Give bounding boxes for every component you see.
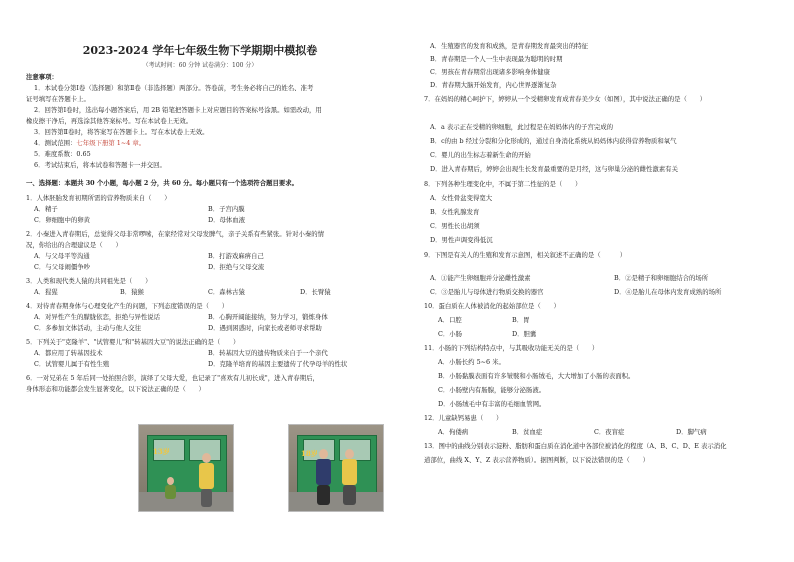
q10-option-a: A．口腔 (438, 316, 462, 324)
q7-option-a: A．a 表示正在受精的卵细胞，此过程是在妈妈体内的子宫完成的 (430, 123, 614, 131)
q6-option-c: C．男孩在青春期常出现诸多影响身体健康 (430, 68, 550, 76)
question-5: 5．下列关于"克隆羊"、"试管婴儿"和"转基因大豆"的说法正确的是（ ） (26, 338, 240, 346)
note-5: 5．难度系数：0.65 (34, 150, 91, 158)
note-4 (34, 139, 145, 147)
q4-option-d: D．遇到困惑时，向家长或老师寻求帮助 (208, 324, 322, 332)
q5-option-b: B．转基因大豆的遗传物质来自于一个亲代 (208, 349, 328, 357)
note-3: 3．回答第Ⅱ卷时，将答案写在答题卡上。写在本试卷上无效。 (34, 128, 209, 136)
q4-option-a: A．对异性产生的朦胧依恋，拒绝与异性说话 (34, 313, 161, 321)
question-10: 10．蛋白质在人体被消化的起始部位是（ ） (424, 302, 560, 310)
notes-heading: 注意事项： (26, 73, 58, 81)
q11-option-c: C．小肠壁内有肠腺，能够分泌肠液。 (438, 386, 546, 394)
page-subtitle: （考试时间：60 分钟 试卷满分：100 分） (142, 62, 258, 69)
q8-option-c: C．男性长出胡须 (430, 222, 480, 230)
question-3: 3．人类和现代类人猿的共同祖先是（ ） (26, 277, 152, 285)
section-1-heading: 一、选择题：本题共 30 个小题，每小题 2 分，共 60 分。每小题只有一个选项符合题目要求。 (26, 179, 299, 187)
q6-option-d: D．青春期大脑开始发育，内心世界逐渐复杂 (430, 81, 557, 89)
question-13-cont: 道部位，曲线 X、Y、Z 表示营养物质）。据图判断，以下说法错误的是（ ） (424, 456, 649, 464)
note-1a: 1．本试卷分第Ⅰ卷（选择题）和第Ⅱ卷（非选择题）两部分。答卷前，考生务必将自己的姓名、准考 (34, 84, 314, 92)
question-6: 6．一对兄弟在 5 年后同一处拍照合影，演绎了父母大爱，也记录了"喜欢有儿初长成"，进入青春期后， (26, 374, 319, 382)
q3-option-c: C．森林古猿 (208, 288, 245, 296)
q12-option-d: D．脚气病 (676, 428, 707, 436)
photo-left-label: 13岁 (153, 447, 170, 456)
q2-option-b: B．打游戏麻痹自己 (208, 252, 264, 260)
q8-option-d: D．男性声调变得低沉 (430, 236, 493, 244)
q1-option-d: D．母体血液 (208, 216, 246, 224)
note-2b: 橡皮擦干净后，再选涂其他答案标号。写在本试卷上无效。 (26, 117, 193, 125)
q12-option-a: A．佝偻病 (438, 428, 469, 436)
q7-option-d: D．进入青春期后，婷婷会出现生长发育最重要的是月经，这与卵巢分泌的雌性激素有关 (430, 165, 678, 173)
question-1: 1．人体胚胎发育初期所需的营养物质来自（ ） (26, 194, 171, 202)
q4-option-c: C．多参加文体活动，主动与他人交往 (34, 324, 142, 332)
q2-option-a: A．与父母平等沟通 (34, 252, 90, 260)
q12-option-b: B．贫血症 (512, 428, 543, 436)
q11-option-d: D．小肠绒毛中有丰富的毛细血管网。 (438, 400, 546, 408)
note-6: 6．考试结束后，将本试卷和答题卡一并交回。 (34, 161, 166, 169)
q1-option-b: B．子宫内膜 (208, 205, 245, 213)
photo-brothers-age-13 (138, 424, 234, 512)
question-2: 2．小秦进入青春期后，总觉得父母非常啰嗦，在家经常对父母发脾气，亲子关系有些紧张。针对小秦的情 (26, 230, 325, 238)
q7-option-b: B．c的由 b 经过分裂和分化形成的，通过自身消化系统从妈妈体内获得营养物质和氧气 (430, 137, 677, 145)
question-12: 12．儿童缺钙易患（ ） (424, 414, 503, 422)
q1-option-a: A．精子 (34, 205, 58, 213)
note-4-range: 七年级下册第 1~4 章。 (76, 139, 146, 147)
question-2-cont: 况，你给出的合理建议是（ ） (26, 241, 122, 249)
q3-option-d: D．长臂猿 (300, 288, 331, 296)
q5-option-c: C．试管婴儿属于有性生殖 (34, 360, 110, 368)
q9-option-b: B．②是精子和卵细胞结合的场所 (614, 274, 709, 282)
q9-option-d: D．④是胎儿在母体内发育成熟的场所 (614, 288, 722, 296)
q10-option-b: B．胃 (512, 316, 530, 324)
photo-brothers-age-18 (288, 424, 384, 512)
q3-option-b: B．猿猴 (120, 288, 144, 296)
q6-option-b: B．青春期是一个人一生中表现最为聪明的时期 (430, 55, 563, 63)
q9-option-a: A．①能产生卵细胞并分泌雌性激素 (430, 274, 531, 282)
question-6-cont: 身体形态和功能都会发生显著变化，以下说法正确的是（ ） (26, 385, 205, 393)
q12-option-c: C．夜盲症 (594, 428, 625, 436)
q10-option-c: C．小肠 (438, 330, 463, 338)
question-11: 11．小肠的下列结构特点中，与其吸收功能无关的是（ ） (424, 344, 599, 352)
q5-option-d: D．克隆羊培育的基因主要遗传了代孕母羊的性状 (208, 360, 348, 368)
q5-option-a: A．都应用了转基因技术 (34, 349, 103, 357)
q11-option-a: A．小肠长约 5~6 米。 (438, 358, 505, 366)
q1-option-c: C．卵细胞中的卵黄 (34, 216, 91, 224)
page-title: 2023-2024 学年七年级生物下学期期中模拟卷 (82, 44, 318, 57)
q10-option-d: D．胆囊 (512, 330, 537, 338)
q8-option-a: A．女性骨盆变得宽大 (430, 194, 493, 202)
note-2a: 2．回答第Ⅰ卷时，选出每小题答案后，用 2B 铅笔把答题卡上对应题目的答案标号涂黑。如需改动，用 (34, 106, 322, 114)
q7-option-c: C．婴儿的出生标志着新生命的开始 (430, 151, 531, 159)
q2-option-d: D．拒绝与父母交流 (208, 263, 265, 271)
q11-option-b: B．小肠黏膜表面有许多皱襞和小肠绒毛，大大增加了小肠的表面积。 (438, 372, 635, 380)
q8-option-b: B．女性乳腺发育 (430, 208, 480, 216)
note-4-prefix: 4．测试范围： (34, 139, 77, 147)
note-1b: 证号填写在答题卡上。 (26, 95, 90, 103)
q3-option-a: A．猩猩 (34, 288, 58, 296)
q4-option-b: B．心胸开阔能接纳，努力学习，锻炼身体 (208, 313, 328, 321)
q2-option-c: C．与父母闹僵争吵 (34, 263, 91, 271)
question-9: 9．下图是有关人的生殖和发育示意图，相关叙述不正确的是（ ） (424, 251, 627, 259)
photo-right-label: 18岁 (301, 449, 318, 458)
question-8: 8．下列各种生理变化中，不属于第二性征的是（ ） (424, 180, 582, 188)
question-13: 13．图中的曲线分别表示淀粉、脂肪和蛋白质在消化道中各部位被消化的程度（A、B、C、D、E 表示消化 (424, 442, 727, 450)
q9-option-c: C．③是胎儿与母体进行物质交换的器官 (430, 288, 544, 296)
q6-option-a: A．生殖器官的发育和成熟，是青春期发育最突出的特征 (430, 42, 588, 50)
question-4: 4．对待青春期身体与心理变化产生的问题，下列态度错误的是（ ） (26, 302, 229, 310)
question-7: 7．在妈妈的精心呵护下，婷婷从一个受精卵发育成青春美少女（如图），其中说法正确的是（ ） (424, 95, 707, 103)
